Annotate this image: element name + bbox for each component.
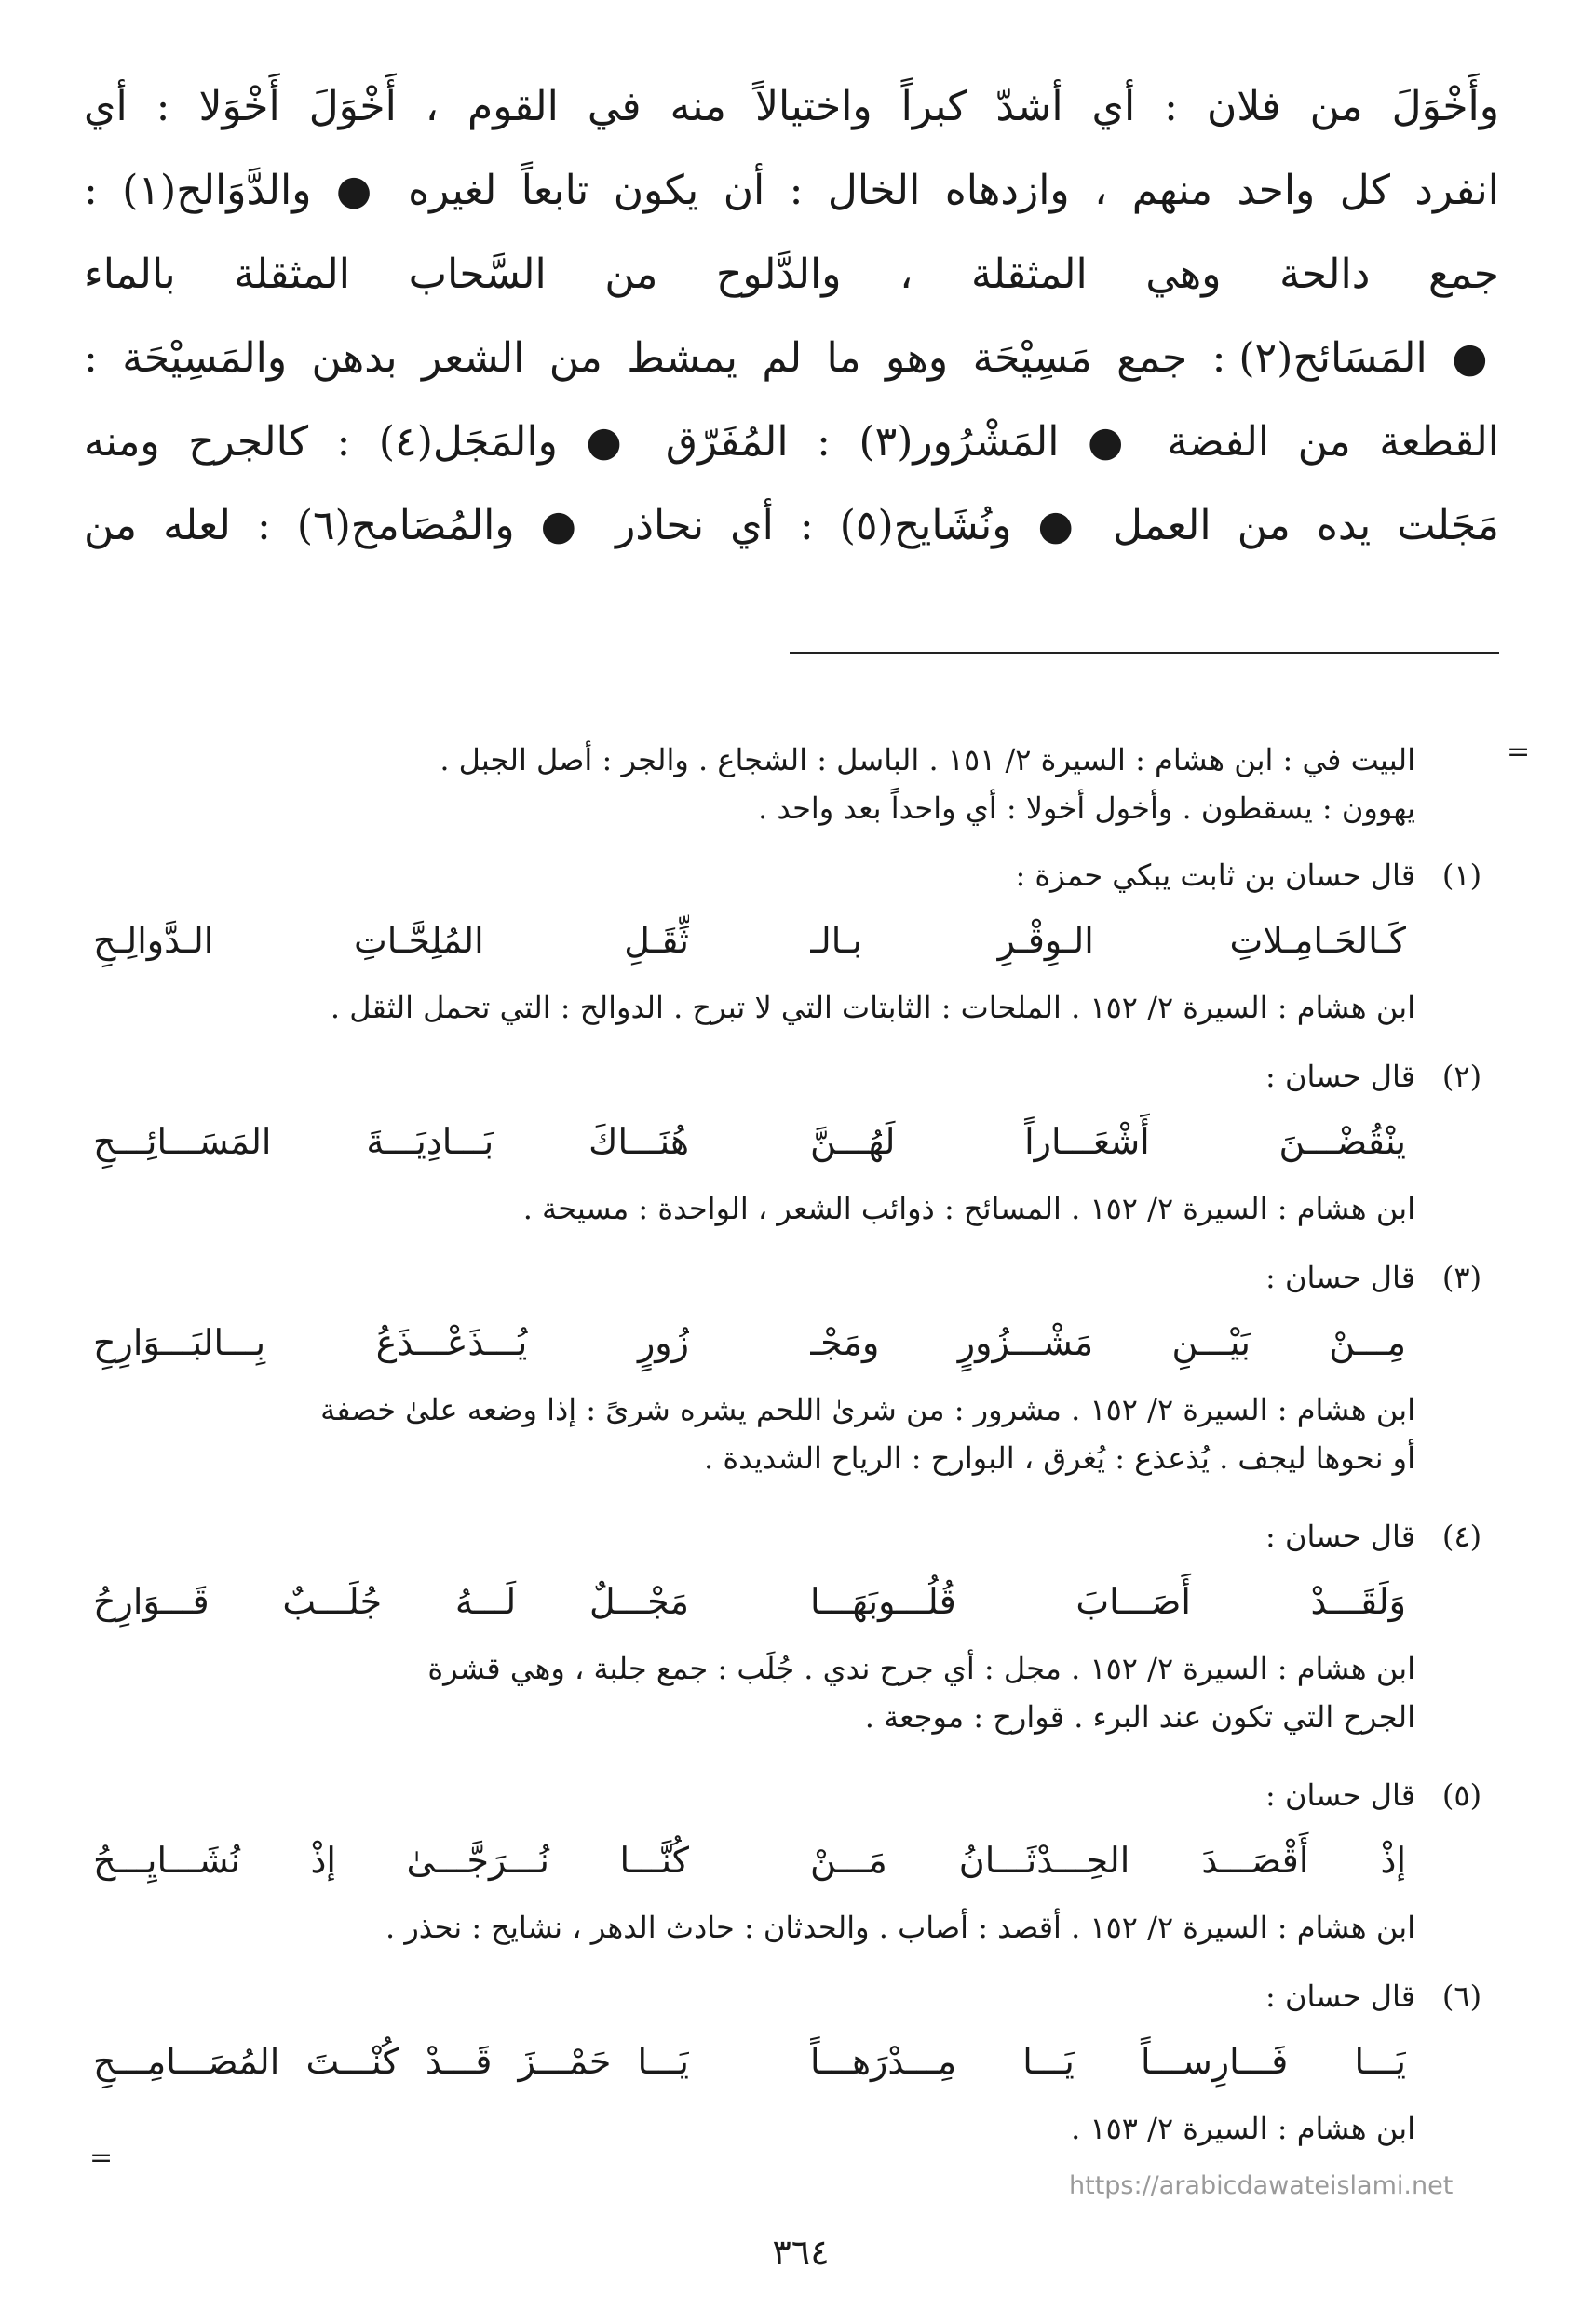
footnote-line: ابن هشام : السيرة ٢/ ١٥٢ . أقصد : أصاب . والحدثان : حادث الدهر ، نشايح : نحذر . [385, 1910, 1415, 1945]
footnote-line: يهوون : يسقطون . وأخول أخولا : أي واحداً بعد واحد . [757, 790, 1415, 826]
footnote-number: (٦) [1441, 1979, 1482, 2014]
footnote-explanation [93, 1385, 1415, 1482]
main-text-line: القطعة من الفضة ● المَشْرُور(٣) : المُفَرّق ● والمَجَل(٤) : كالجرح ومنه [84, 418, 1499, 466]
footnote-explanation [93, 1644, 1415, 1741]
footnote-heading-text: قال حسان : [1265, 1260, 1415, 1295]
footnote-number: (٢) [1441, 1059, 1482, 1094]
footnote-number: (٥) [1441, 1777, 1482, 1813]
verse-hemistich-second: زُورٍ يُـــذَعْـــذَعُ بِـــالبَـــوَارِحِ [93, 1322, 689, 1363]
verse-hemistich-first: وَلَقَـــدْ أَصَـــابَ قُلُـــوبَهَـــا [810, 1581, 1406, 1622]
footnote-line: ابن هشام : السيرة ٢/ ١٥٢ . مشرور : من شرىٰ اللحم يشره شرىً : إذا وضعه علىٰ خصفة [320, 1392, 1415, 1427]
main-text-line: ● المَسَائح(٢) : جمع مَسِيْحَة وهو ما لم يمشط من الشعر بدهن والمَسِيْحَة : [84, 334, 1499, 382]
footnote-verse [93, 1307, 1406, 1378]
footnote-line: البيت في : ابن هشام : السيرة ٢/ ١٥١ . الباسل : الشجاع . والجر : أصل الجبل . [440, 742, 1415, 777]
footnote-verse [93, 1566, 1406, 1637]
footnote-heading-text: قال حسان : [1265, 1059, 1415, 1094]
verse-hemistich-first: كَـالحَـامِـلاتِ الـوِقْـرِ بـالـ [810, 920, 1406, 961]
footnote-heading [93, 1512, 1415, 1561]
verse-hemistich-second: يَـــا حَمْـــزَ قَـــدْ كُنْـــتَ المُصَـــامِـــحِ [93, 2041, 689, 2082]
footnote-verse [93, 1106, 1406, 1177]
footnote-intro [93, 736, 1415, 832]
footnote-verse [93, 2026, 1406, 2097]
verse-hemistich-first: إذْ أَقْصَـــدَ الحِـــدْثَـــانُ مَـــنْ [810, 1840, 1406, 1881]
footnote-line: ابن هشام : السيرة ٢/ ١٥٣ . [1071, 2111, 1415, 2146]
continuation-mark: = [1507, 736, 1531, 768]
footnote-heading [93, 1972, 1415, 2020]
page-number: ٣٦٤ [772, 2232, 830, 2273]
verse-hemistich-second: كُنَّـــا نُـــرَجَّـــىٰ إذْ نُشَـــايِـــحُ [93, 1840, 689, 1881]
footnote-line: ابن هشام : السيرة ٢/ ١٥٢ . المسائح : ذوائب الشعر ، الواحدة : مسيحة . [522, 1191, 1415, 1226]
footnote-line: ابن هشام : السيرة ٢/ ١٥٢ . الملحات : الثابتات التي لا تبرح . الدوالح : التي تحمل الثقل . [330, 990, 1415, 1025]
footnote-explanation [93, 1184, 1415, 1233]
main-text-line: انفرد كل واحد منهم ، وازدهاه الخال : أن يكون تابعاً لغيره ● والدَّوَالح(١) : [84, 167, 1499, 214]
verse-hemistich-second: هُنَـــاكَ بَـــادِيَـــةَ المَسَـــائِـــحِ [93, 1121, 689, 1162]
footnote-number: (١) [1441, 858, 1482, 893]
main-text-line: وأَخْوَلَ من فلان : أي أشدّ كبراً واختيالاً منه في القوم ، أَخْوَلَ أَخْوَلا : أي [84, 83, 1499, 130]
footnote-number: (٤) [1441, 1519, 1482, 1554]
verse-hemistich-first: يَـــا فَـــارِســـاً يَـــا مِـــدْرَهـــاً [810, 2041, 1406, 2082]
footnote-heading [93, 851, 1415, 899]
continuation-mark-end: = [89, 2142, 114, 2174]
footnote-heading [93, 1771, 1415, 1819]
main-text-line: جمع دالحة وهي المثقلة ، والدَّلوح من السَّحاب المثقلة بالماء [84, 250, 1499, 298]
footnote-heading-text: قال حسان : [1265, 1979, 1415, 2014]
footnote-explanation [93, 983, 1415, 1032]
footnote-number: (٣) [1441, 1260, 1482, 1295]
footnote-heading-text: قال حسان : [1265, 1519, 1415, 1554]
footnote-explanation [93, 1903, 1415, 1952]
footnote-line: ابن هشام : السيرة ٢/ ١٥٢ . مجل : أي جرح ندي . جُلَب : جمع جلبة ، وهي قشرة [427, 1651, 1415, 1686]
footnote-verse [93, 905, 1406, 976]
footnote-explanation [93, 2104, 1415, 2153]
verse-hemistich-first: مِـــنْ بَيْـــنِ مَشْـــزُورٍ ومَجْـ [810, 1322, 1406, 1363]
footnote-heading-text: قال حسان : [1265, 1777, 1415, 1813]
footnote-line: أو نحوها ليجف . يُذعذع : يُغرق ، البوارح : الرياح الشديدة . [704, 1440, 1415, 1476]
footnote-heading [93, 1052, 1415, 1101]
footnote-heading-text: قال حسان بن ثابت يبكي حمزة : [1015, 858, 1415, 893]
footnote-heading [93, 1253, 1415, 1302]
footnote-line: الجرح التي تكون عند البرء . قوارح : موجعة . [864, 1699, 1415, 1735]
footnote-verse [93, 1825, 1406, 1896]
verse-hemistich-second: مَجْـــلٌ لَـــهُ جُلَـــبٌ قَـــوَارِحُ [93, 1581, 689, 1622]
verse-hemistich-second: ثِّقَـلِ المُلِحَّـاتِ الـدَّوالِـحِ [93, 920, 689, 961]
main-text-line: مَجَلت يده من العمل ● ونُشَايح(٥) : أي نحاذر ● والمُصَامح(٦) : لعله من [84, 502, 1499, 549]
watermark-url: https://arabicdawateislami.net [1069, 2171, 1454, 2200]
verse-hemistich-first: ينْقُضْـــنَ أَشْعَـــاراً لَهُـــنَّ [810, 1121, 1406, 1162]
footnote-separator [790, 652, 1499, 654]
main-text [84, 65, 1499, 568]
